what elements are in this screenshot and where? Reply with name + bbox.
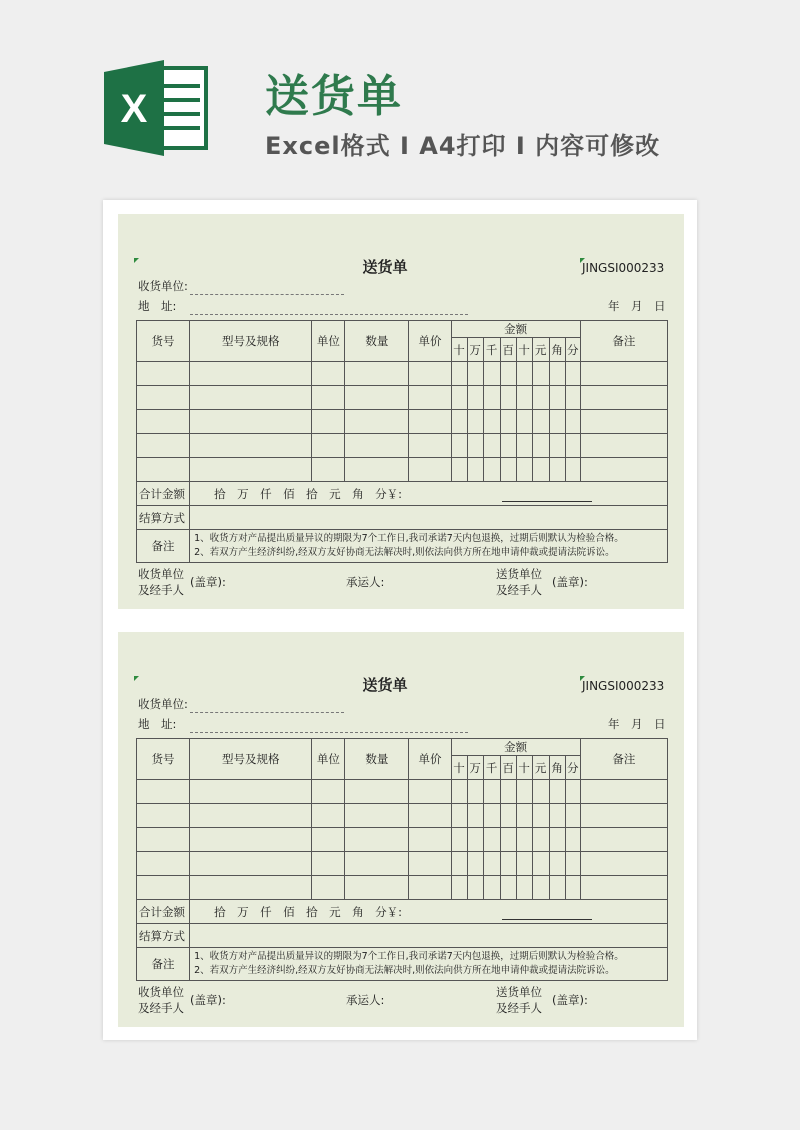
sig-receiver-2: 及经手人 bbox=[138, 1001, 184, 1015]
goods-row bbox=[137, 780, 668, 804]
sig-sender-1: 送货单位 bbox=[496, 985, 542, 999]
total-amount-field[interactable] bbox=[190, 900, 668, 924]
goods-cell[interactable] bbox=[137, 780, 190, 804]
col-price: 单价 bbox=[409, 739, 451, 780]
goods-cell[interactable] bbox=[467, 780, 483, 804]
goods-cell[interactable] bbox=[312, 410, 345, 434]
goods-cell[interactable] bbox=[345, 458, 409, 482]
sig-sender-1: 送货单位 bbox=[496, 567, 542, 581]
goods-cell[interactable] bbox=[345, 804, 409, 828]
remark-text bbox=[190, 530, 668, 563]
col-unit: 单位 bbox=[312, 321, 345, 362]
digit-cell: 千 bbox=[483, 338, 500, 362]
goods-cell[interactable] bbox=[532, 876, 549, 900]
col-model: 型号及规格 bbox=[190, 321, 312, 362]
digit-cell: 万 bbox=[467, 338, 483, 362]
goods-row bbox=[137, 828, 668, 852]
goods-cell[interactable] bbox=[312, 828, 345, 852]
remark-line-1: 1、收货方对产品提出质量异议的期限为7个工作日,我司承诺7天内包退换，过期后则默认为检验合格。 bbox=[194, 533, 624, 544]
digit-cell: 千 bbox=[483, 756, 500, 780]
sig-receiver-2: 及经手人 bbox=[138, 583, 184, 597]
remark-line-2: 2、若双方产生经济纠纷,经双方友好协商无法解决时,则依法向供方所在地申请仲裁或提请法院诉讼。 bbox=[194, 965, 615, 976]
goods-cell[interactable] bbox=[409, 386, 451, 410]
goods-cell[interactable] bbox=[190, 876, 312, 900]
goods-cell[interactable] bbox=[483, 804, 500, 828]
col-price: 单价 bbox=[409, 321, 451, 362]
receiver-label: 收货单位: bbox=[138, 279, 188, 293]
goods-cell[interactable] bbox=[409, 780, 451, 804]
date-label: 年 月 日 bbox=[608, 717, 666, 731]
goods-cell[interactable] bbox=[137, 434, 190, 458]
goods-cell[interactable] bbox=[532, 852, 549, 876]
goods-cell[interactable] bbox=[580, 434, 667, 458]
goods-cell[interactable] bbox=[312, 876, 345, 900]
goods-cell[interactable] bbox=[451, 386, 467, 410]
digit-cell: 元 bbox=[532, 756, 549, 780]
goods-cell[interactable] bbox=[345, 410, 409, 434]
col-qty: 数量 bbox=[345, 321, 409, 362]
goods-cell[interactable] bbox=[580, 458, 667, 482]
total-units: 拾 万 仟 佰 拾 元 角 分￥: bbox=[214, 904, 402, 919]
settle-label: 结算方式 bbox=[137, 924, 190, 948]
goods-cell[interactable] bbox=[137, 852, 190, 876]
goods-cell[interactable] bbox=[565, 804, 580, 828]
digit-cell: 分 bbox=[565, 338, 580, 362]
goods-cell[interactable] bbox=[500, 410, 516, 434]
digit-cell: 百 bbox=[500, 338, 516, 362]
goods-cell[interactable] bbox=[467, 458, 483, 482]
goods-row bbox=[137, 804, 668, 828]
goods-cell[interactable] bbox=[565, 386, 580, 410]
goods-cell[interactable] bbox=[516, 828, 532, 852]
digit-cell: 十 bbox=[451, 756, 467, 780]
goods-cell[interactable] bbox=[312, 362, 345, 386]
address-label: 地 址: bbox=[138, 717, 177, 731]
sig-stamp: (盖章): bbox=[190, 993, 226, 1007]
address-field[interactable] bbox=[190, 732, 468, 733]
goods-cell[interactable] bbox=[532, 362, 549, 386]
page-subtitle: Excel格式 I A4打印 I 内容可修改 bbox=[265, 132, 661, 160]
goods-row bbox=[137, 410, 668, 434]
goods-cell[interactable] bbox=[532, 386, 549, 410]
col-code: 货号 bbox=[137, 321, 190, 362]
sig-stamp-2: (盖章): bbox=[552, 993, 588, 1007]
goods-table bbox=[136, 738, 668, 981]
goods-cell[interactable] bbox=[565, 362, 580, 386]
goods-cell[interactable] bbox=[467, 852, 483, 876]
goods-cell[interactable] bbox=[532, 458, 549, 482]
goods-cell[interactable] bbox=[580, 780, 667, 804]
goods-cell[interactable] bbox=[483, 780, 500, 804]
goods-cell[interactable] bbox=[516, 458, 532, 482]
sig-sender-2: 及经手人 bbox=[496, 1001, 542, 1015]
goods-cell[interactable] bbox=[409, 876, 451, 900]
document-number: JINGSI000233 bbox=[582, 261, 665, 275]
digit-cell: 万 bbox=[467, 756, 483, 780]
goods-row bbox=[137, 852, 668, 876]
goods-cell[interactable] bbox=[483, 852, 500, 876]
goods-row bbox=[137, 876, 668, 900]
goods-cell[interactable] bbox=[451, 362, 467, 386]
goods-cell[interactable] bbox=[549, 386, 565, 410]
goods-cell[interactable] bbox=[137, 410, 190, 434]
goods-cell[interactable] bbox=[516, 852, 532, 876]
goods-cell[interactable] bbox=[137, 804, 190, 828]
goods-cell[interactable] bbox=[409, 434, 451, 458]
excel-logo-icon bbox=[104, 58, 214, 158]
goods-cell[interactable] bbox=[312, 804, 345, 828]
goods-cell[interactable] bbox=[483, 434, 500, 458]
goods-cell[interactable] bbox=[345, 362, 409, 386]
goods-cell[interactable] bbox=[580, 828, 667, 852]
settle-field[interactable] bbox=[190, 506, 668, 530]
goods-cell[interactable] bbox=[451, 458, 467, 482]
goods-cell[interactable] bbox=[500, 780, 516, 804]
goods-cell[interactable] bbox=[312, 434, 345, 458]
total-amount-field[interactable] bbox=[190, 482, 668, 506]
sig-stamp-2: (盖章): bbox=[552, 575, 588, 589]
goods-cell[interactable] bbox=[451, 434, 467, 458]
goods-cell[interactable] bbox=[409, 362, 451, 386]
goods-cell[interactable] bbox=[467, 876, 483, 900]
total-underline bbox=[502, 491, 592, 502]
page-title: 送货单 bbox=[265, 71, 403, 122]
goods-cell[interactable] bbox=[345, 434, 409, 458]
digit-cell: 十 bbox=[516, 338, 532, 362]
goods-cell[interactable] bbox=[137, 386, 190, 410]
goods-cell[interactable] bbox=[580, 362, 667, 386]
goods-cell[interactable] bbox=[312, 386, 345, 410]
digit-cell: 角 bbox=[549, 338, 565, 362]
goods-cell[interactable] bbox=[190, 386, 312, 410]
goods-cell[interactable] bbox=[500, 828, 516, 852]
goods-cell[interactable] bbox=[451, 804, 467, 828]
goods-row bbox=[137, 386, 668, 410]
digit-cell: 百 bbox=[500, 756, 516, 780]
goods-cell[interactable] bbox=[516, 780, 532, 804]
sig-sender-2: 及经手人 bbox=[496, 583, 542, 597]
goods-cell[interactable] bbox=[409, 458, 451, 482]
goods-cell[interactable] bbox=[483, 828, 500, 852]
goods-cell[interactable] bbox=[190, 828, 312, 852]
goods-cell[interactable] bbox=[467, 410, 483, 434]
col-model: 型号及规格 bbox=[190, 739, 312, 780]
digit-cell: 十 bbox=[516, 756, 532, 780]
goods-cell[interactable] bbox=[190, 410, 312, 434]
remark-line-2: 2、若双方产生经济纠纷,经双方友好协商无法解决时,则依法向供方所在地申请仲裁或提请法院诉讼。 bbox=[194, 547, 615, 558]
goods-cell[interactable] bbox=[500, 852, 516, 876]
goods-cell[interactable] bbox=[549, 780, 565, 804]
goods-cell[interactable] bbox=[549, 804, 565, 828]
goods-cell[interactable] bbox=[516, 876, 532, 900]
goods-cell[interactable] bbox=[500, 434, 516, 458]
goods-cell[interactable] bbox=[345, 780, 409, 804]
date-label: 年 月 日 bbox=[608, 299, 666, 313]
goods-cell[interactable] bbox=[467, 434, 483, 458]
form-title: 送货单 bbox=[362, 676, 408, 694]
goods-cell[interactable] bbox=[467, 386, 483, 410]
form-title: 送货单 bbox=[362, 258, 408, 276]
goods-cell[interactable] bbox=[549, 852, 565, 876]
goods-row bbox=[137, 458, 668, 482]
settle-field[interactable] bbox=[190, 924, 668, 948]
goods-cell[interactable] bbox=[500, 804, 516, 828]
total-label: 合计金额 bbox=[137, 482, 190, 506]
col-unit: 单位 bbox=[312, 739, 345, 780]
goods-cell[interactable] bbox=[345, 386, 409, 410]
goods-cell[interactable] bbox=[137, 362, 190, 386]
goods-cell[interactable] bbox=[451, 780, 467, 804]
goods-cell[interactable] bbox=[580, 804, 667, 828]
address-field[interactable] bbox=[190, 314, 468, 315]
digit-cell: 十 bbox=[451, 338, 467, 362]
col-note: 备注 bbox=[580, 739, 667, 780]
sig-receiver-1: 收货单位 bbox=[138, 985, 184, 999]
goods-cell[interactable] bbox=[516, 362, 532, 386]
goods-cell[interactable] bbox=[345, 828, 409, 852]
goods-cell[interactable] bbox=[190, 458, 312, 482]
goods-cell[interactable] bbox=[190, 804, 312, 828]
goods-cell[interactable] bbox=[312, 852, 345, 876]
goods-cell[interactable] bbox=[409, 410, 451, 434]
goods-cell[interactable] bbox=[549, 362, 565, 386]
goods-cell[interactable] bbox=[549, 410, 565, 434]
goods-cell[interactable] bbox=[190, 434, 312, 458]
goods-cell[interactable] bbox=[516, 410, 532, 434]
sig-carrier: 承运人: bbox=[346, 575, 385, 589]
goods-cell[interactable] bbox=[532, 828, 549, 852]
goods-cell[interactable] bbox=[483, 362, 500, 386]
col-amount: 金额 bbox=[451, 321, 580, 338]
col-note: 备注 bbox=[580, 321, 667, 362]
sig-carrier: 承运人: bbox=[346, 993, 385, 1007]
goods-cell[interactable] bbox=[483, 386, 500, 410]
receiver-label: 收货单位: bbox=[138, 697, 188, 711]
col-code: 货号 bbox=[137, 739, 190, 780]
goods-cell[interactable] bbox=[549, 434, 565, 458]
goods-cell[interactable] bbox=[451, 410, 467, 434]
goods-cell[interactable] bbox=[467, 804, 483, 828]
digit-cell: 分 bbox=[565, 756, 580, 780]
goods-cell[interactable] bbox=[580, 386, 667, 410]
goods-cell[interactable] bbox=[312, 780, 345, 804]
goods-cell[interactable] bbox=[532, 804, 549, 828]
goods-cell[interactable] bbox=[483, 410, 500, 434]
goods-cell[interactable] bbox=[532, 434, 549, 458]
delivery-form-2 bbox=[118, 632, 684, 1027]
goods-cell[interactable] bbox=[500, 876, 516, 900]
address-label: 地 址: bbox=[138, 299, 177, 313]
goods-cell[interactable] bbox=[549, 458, 565, 482]
settle-label: 结算方式 bbox=[137, 506, 190, 530]
goods-cell[interactable] bbox=[549, 876, 565, 900]
col-amount: 金额 bbox=[451, 739, 580, 756]
goods-row bbox=[137, 434, 668, 458]
goods-cell[interactable] bbox=[549, 828, 565, 852]
goods-row bbox=[137, 362, 668, 386]
goods-cell[interactable] bbox=[345, 876, 409, 900]
goods-cell[interactable] bbox=[565, 852, 580, 876]
goods-cell[interactable] bbox=[580, 852, 667, 876]
goods-cell[interactable] bbox=[516, 804, 532, 828]
receiver-field[interactable] bbox=[190, 712, 344, 713]
sig-receiver-1: 收货单位 bbox=[138, 567, 184, 581]
goods-cell[interactable] bbox=[516, 434, 532, 458]
goods-cell[interactable] bbox=[137, 458, 190, 482]
col-qty: 数量 bbox=[345, 739, 409, 780]
goods-cell[interactable] bbox=[483, 458, 500, 482]
goods-cell[interactable] bbox=[190, 780, 312, 804]
goods-cell[interactable] bbox=[565, 434, 580, 458]
goods-cell[interactable] bbox=[467, 362, 483, 386]
goods-cell[interactable] bbox=[312, 458, 345, 482]
document-number: JINGSI000233 bbox=[582, 679, 665, 693]
total-underline bbox=[502, 909, 592, 920]
remark-text bbox=[190, 948, 668, 981]
goods-cell[interactable] bbox=[137, 828, 190, 852]
goods-cell[interactable] bbox=[500, 458, 516, 482]
goods-cell[interactable] bbox=[467, 828, 483, 852]
goods-cell[interactable] bbox=[580, 876, 667, 900]
digit-cell: 角 bbox=[549, 756, 565, 780]
digit-cell: 元 bbox=[532, 338, 549, 362]
goods-cell[interactable] bbox=[565, 828, 580, 852]
goods-cell[interactable] bbox=[451, 852, 467, 876]
goods-cell[interactable] bbox=[451, 876, 467, 900]
total-units: 拾 万 仟 佰 拾 元 角 分￥: bbox=[214, 486, 402, 501]
goods-cell[interactable] bbox=[532, 780, 549, 804]
goods-cell[interactable] bbox=[565, 458, 580, 482]
goods-cell[interactable] bbox=[500, 386, 516, 410]
delivery-form-1 bbox=[118, 214, 684, 609]
logo-letter: X bbox=[120, 87, 148, 131]
goods-table bbox=[136, 320, 668, 563]
goods-cell[interactable] bbox=[190, 852, 312, 876]
goods-cell[interactable] bbox=[409, 804, 451, 828]
goods-cell[interactable] bbox=[345, 852, 409, 876]
remark-label: 备注 bbox=[137, 530, 190, 563]
goods-cell[interactable] bbox=[580, 410, 667, 434]
remark-line-1: 1、收货方对产品提出质量异议的期限为7个工作日,我司承诺7天内包退换，过期后则默认为检验合格。 bbox=[194, 951, 624, 962]
goods-cell[interactable] bbox=[516, 386, 532, 410]
goods-cell[interactable] bbox=[565, 780, 580, 804]
goods-cell[interactable] bbox=[500, 362, 516, 386]
goods-cell[interactable] bbox=[190, 362, 312, 386]
goods-cell[interactable] bbox=[532, 410, 549, 434]
goods-cell[interactable] bbox=[409, 828, 451, 852]
remark-label: 备注 bbox=[137, 948, 190, 981]
goods-cell[interactable] bbox=[565, 410, 580, 434]
goods-cell[interactable] bbox=[451, 828, 467, 852]
receiver-field[interactable] bbox=[190, 294, 344, 295]
goods-cell[interactable] bbox=[137, 876, 190, 900]
goods-cell[interactable] bbox=[409, 852, 451, 876]
sig-stamp: (盖章): bbox=[190, 575, 226, 589]
goods-cell[interactable] bbox=[483, 876, 500, 900]
goods-cell[interactable] bbox=[565, 876, 580, 900]
total-label: 合计金额 bbox=[137, 900, 190, 924]
